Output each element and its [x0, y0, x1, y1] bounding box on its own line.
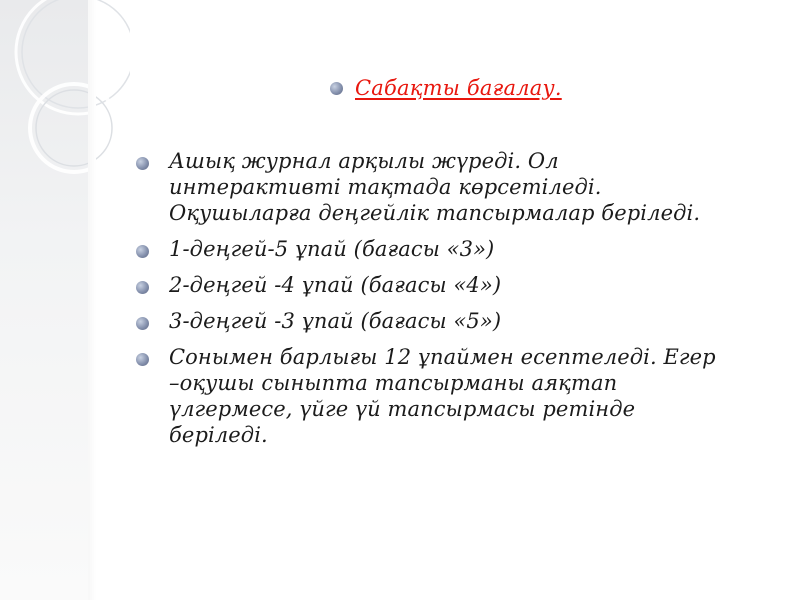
- text-line: –оқушы сыныпта тапсырманы аяқтап: [169, 371, 618, 395]
- text-line: Сонымен барлығы 12 ұпаймен есептеледі. Егер: [169, 345, 716, 369]
- text-line: 1-деңгей-5 ұпай (бағасы «3»): [169, 237, 495, 261]
- bullet-dot-icon: [136, 281, 149, 294]
- bullet-dot-icon: [136, 317, 149, 330]
- title-row: [330, 76, 562, 100]
- content-list: [136, 148, 776, 458]
- text-line: 3-деңгей -3 ұпай (бағасы «5»): [169, 309, 502, 333]
- text-line: интерактивті тақтада көрсетіледі.: [169, 175, 602, 199]
- list-item-text: [169, 344, 716, 448]
- text-line: беріледі.: [169, 423, 268, 447]
- text-line: үлгермесе, үйге үй тапсырмасы ретінде: [169, 397, 636, 421]
- slide-title: Сабақты бағалау.: [355, 76, 562, 100]
- list-item: [136, 236, 776, 262]
- list-item-text: [169, 148, 700, 226]
- list-item: [136, 344, 776, 448]
- list-item-text: [169, 236, 494, 262]
- decorative-circles-icon: [0, 0, 130, 200]
- band-divider: [88, 0, 96, 600]
- bullet-dot-icon: [330, 82, 343, 95]
- text-line: Оқушыларға деңгейлік тапсырмалар беріледі.: [169, 201, 701, 225]
- list-item-text: [169, 272, 501, 298]
- list-item: [136, 308, 776, 334]
- bullet-dot-icon: [136, 157, 149, 170]
- text-line: Ашық журнал арқылы жүреді. Ол: [169, 149, 559, 173]
- bullet-dot-icon: [136, 245, 149, 258]
- text-line: 2-деңгей -4 ұпай (бағасы «4»): [169, 273, 502, 297]
- list-item: [136, 148, 776, 226]
- bullet-dot-icon: [136, 353, 149, 366]
- list-item-text: [169, 308, 501, 334]
- list-item: [136, 272, 776, 298]
